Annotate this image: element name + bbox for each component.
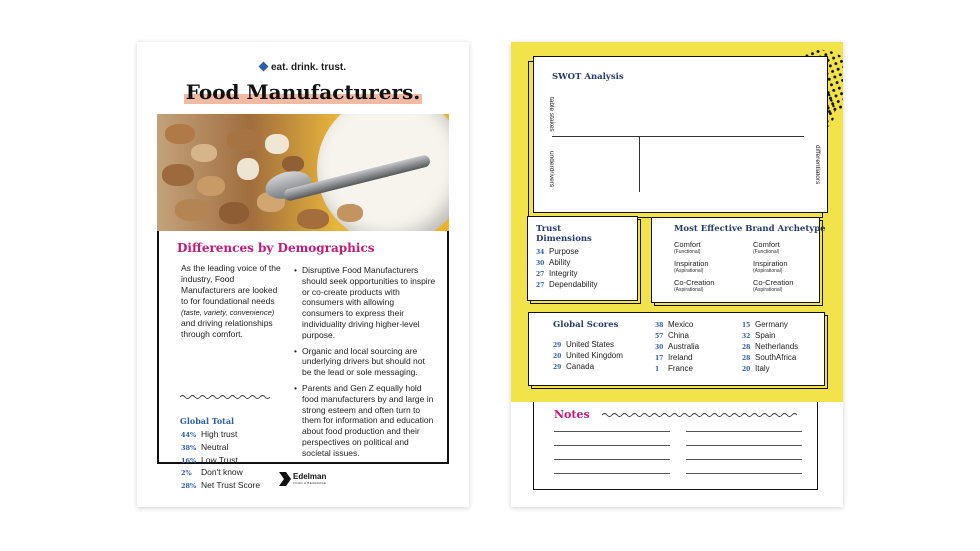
archetype-item: Co-Creation (Aspirational) — [674, 278, 715, 293]
squiggle-divider — [180, 394, 274, 400]
edelman-diamond-icon — [259, 62, 269, 72]
list-item: 2% Don't know — [181, 467, 243, 478]
notes-box — [533, 402, 818, 490]
bullet-item: • Disruptive Food Manufacturers should seek opportunities to inspire or co-create products with consumers with allowing consumers to express their individuality driving higher-level purpose. — [294, 265, 436, 341]
page-title: Food Manufacturers. — [185, 80, 421, 104]
note-line[interactable] — [554, 473, 670, 474]
archetype-item: Inspiration (Aspirational) — [674, 259, 709, 274]
list-item: 28 SouthAfrica — [742, 353, 797, 362]
note-line[interactable] — [686, 473, 802, 474]
edelman-logo-icon — [279, 472, 291, 486]
list-item: 30 Ability — [536, 258, 571, 267]
swot-divider-h — [552, 136, 804, 137]
brand-tagline: eat. drink. trust. — [137, 62, 469, 73]
list-item: 32 Spain — [742, 331, 776, 340]
list-item: 27 Dependability — [536, 280, 598, 289]
archetype-title: Most Effective Brand Archetype — [674, 224, 826, 234]
list-item: 16% Low Trust — [181, 454, 238, 465]
list-item: 29 United States — [553, 340, 615, 349]
swot-title: SWOT Analysis — [552, 72, 624, 82]
bullet-item: • Parents and Gen Z equally hold food manufacturers by and large in strong esteem and often turn to them for information and education about food production and their perspectives on political and societal issues. — [294, 383, 436, 459]
insight-bullets — [294, 265, 436, 464]
note-line[interactable] — [686, 445, 802, 446]
scores-col-2 — [655, 320, 699, 375]
scores-col-3 — [742, 320, 798, 375]
list-item: 27 Integrity — [536, 269, 578, 278]
list-item: 57 China — [655, 331, 689, 340]
note-line[interactable] — [686, 459, 802, 460]
swot-label-table-stakes: table stakes — [548, 97, 555, 132]
archetype-item: Co-Creation (Aspirational) — [753, 278, 794, 293]
scores-title: Global Scores — [553, 320, 619, 330]
archetype-item: Comfort (Functional) — [753, 240, 780, 255]
notes-title: Notes — [554, 408, 590, 421]
global-total-list — [181, 429, 260, 493]
section-title: Differences by Demographics — [177, 241, 375, 255]
list-item: 28% Net Trust Score — [181, 480, 261, 491]
list-item: 44% High trust — [181, 429, 238, 439]
intro-text: As the leading voice of the industry, Food Manufacturers are looked to for foundational needs (taste, variety, convenience) and driving relationships through comfort. — [181, 263, 281, 339]
cereal-photo — [157, 114, 449, 231]
list-item: 34 Purpose — [536, 247, 579, 256]
swot-label-underdrivers: underdrivers — [548, 151, 555, 188]
list-item: 15 Germany — [742, 320, 788, 329]
note-line[interactable] — [554, 431, 670, 432]
trust-list — [536, 247, 597, 291]
swot-divider-v — [639, 136, 640, 192]
swot-box — [533, 56, 828, 213]
list-item: 30 Australia — [655, 342, 700, 351]
edelman-logo: Edelman FOOD & BEVERAGE — [279, 472, 291, 491]
list-item: 29 Canada — [553, 362, 595, 371]
trust-dimensions-box — [527, 216, 638, 301]
list-item: 20 United Kingdom — [553, 351, 623, 360]
notes-squiggle — [602, 412, 802, 418]
archetype-box — [651, 217, 826, 303]
list-item: 20 Italy — [742, 364, 770, 373]
swot-label-differentiators: differentiators — [814, 145, 821, 185]
global-scores-box — [528, 312, 825, 386]
list-item: 38% Neutral — [181, 441, 229, 452]
bullet-item: • Organic and local sourcing are underlying drivers but should not be the lead or sole messaging. — [294, 346, 436, 378]
note-line[interactable] — [554, 445, 670, 446]
right-page — [511, 42, 843, 507]
note-line[interactable] — [686, 431, 802, 432]
list-item: 38 Mexico — [655, 320, 694, 329]
left-page — [137, 42, 469, 507]
global-total-title: Global Total — [180, 416, 235, 426]
list-item: 28 Netherlands — [742, 342, 799, 351]
list-item: 17 Ireland — [655, 353, 693, 362]
trust-title: Trust Dimensions — [536, 224, 592, 244]
scores-col-1 — [553, 340, 623, 373]
list-item: 1 France — [655, 364, 693, 373]
archetype-item: Comfort (Functional) — [674, 240, 701, 255]
note-line[interactable] — [554, 459, 670, 460]
archetype-item: Inspiration (Aspirational) — [753, 259, 788, 274]
